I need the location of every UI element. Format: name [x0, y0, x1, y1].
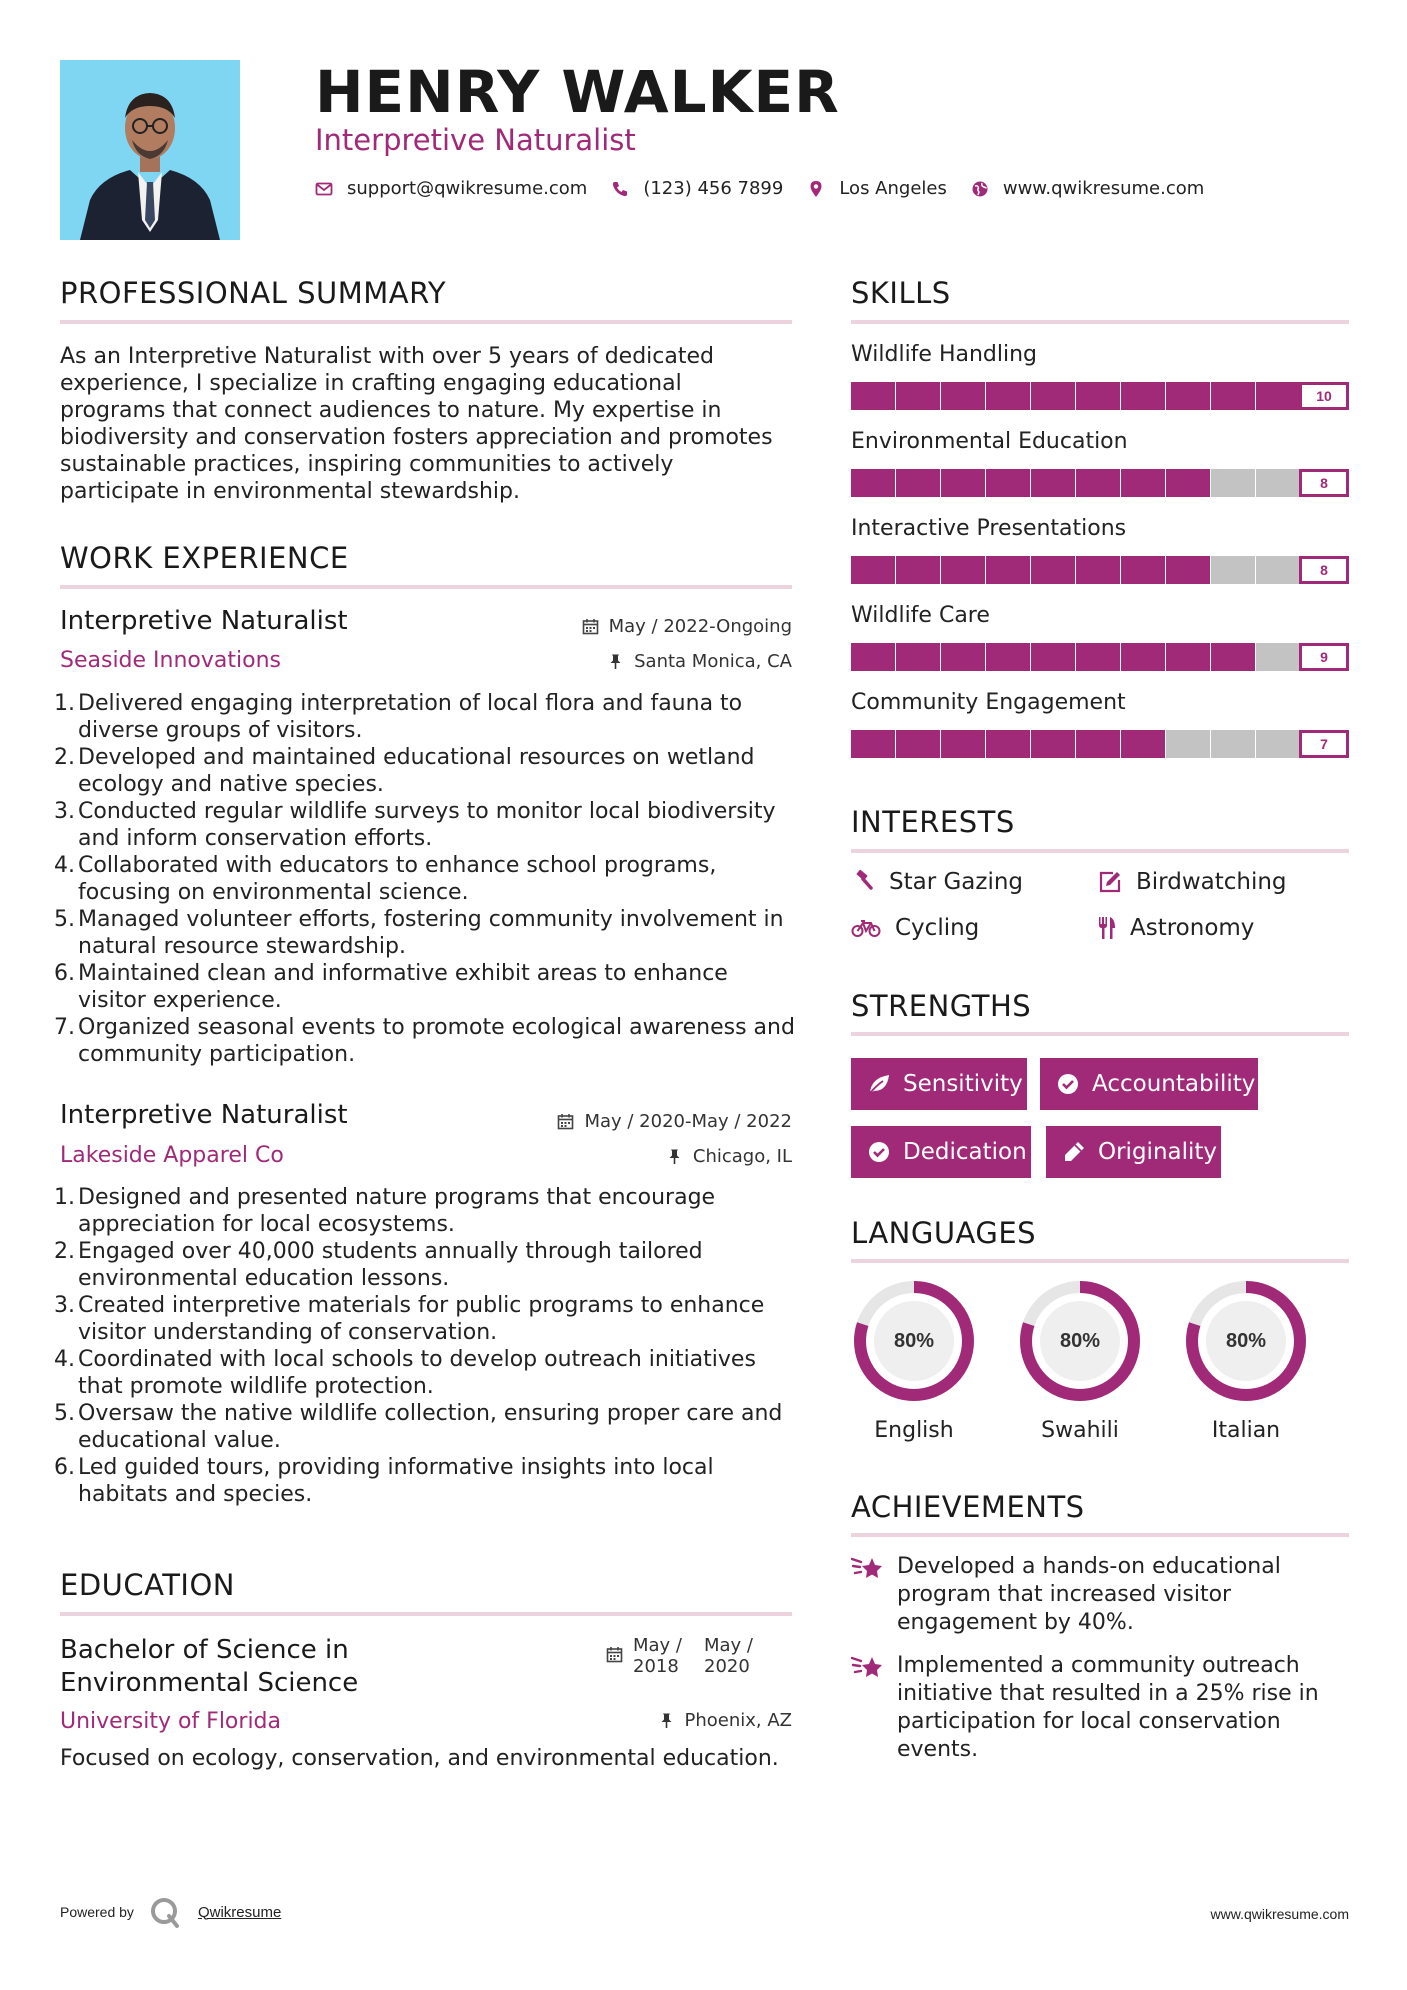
summary-divider: [60, 320, 792, 324]
skill-segment-filled: [896, 730, 940, 758]
skill-segment-empty: [1256, 643, 1300, 671]
bicycle-icon: [851, 916, 881, 940]
edit-icon: [1098, 870, 1122, 894]
skill-segment-filled: [1076, 730, 1120, 758]
job-2-dates-text: May / 2020-May / 2022: [584, 1111, 792, 1132]
skill-segment-filled: [851, 556, 895, 584]
skills-divider: [851, 320, 1349, 324]
education-end: May / 2020: [704, 1635, 753, 1677]
skills-heading: SKILLS: [851, 276, 951, 310]
skill-segment-empty: [1211, 556, 1255, 584]
skill-segment-filled: [896, 556, 940, 584]
languages-heading: LANGUAGES: [851, 1216, 1037, 1250]
skill-segment-filled: [941, 556, 985, 584]
list-item: 6. Led guided tours, providing informative insights into local habitats and species.: [54, 1455, 714, 1507]
job-2-location: [666, 1146, 792, 1167]
interest-item: Star Gazing: [851, 869, 1023, 895]
summary-text: As an Interpretive Naturalist with over 5 years of dedicated experience, I specialize in crafting engaging educational programs that connect audiences to nature. My expertise in biodiversity and conservation fosters appreciation and promotes sustainable practices, inspiring communities to actively participate in environmental stewardship.: [60, 344, 773, 504]
gavel-icon: [851, 870, 875, 894]
skill-segment-filled: [1121, 556, 1165, 584]
education-dates: [606, 1635, 753, 1677]
skill-segment-filled: [1031, 469, 1075, 497]
skill-segment-filled: [941, 469, 985, 497]
footer-powered-by: [60, 1895, 281, 1929]
education-divider: [60, 1612, 792, 1616]
skill-segment-filled: [896, 382, 940, 410]
skill-segment-filled: [1256, 382, 1300, 410]
candidate-title: Interpretive Naturalist: [315, 123, 636, 157]
skill-segment-filled: [1031, 556, 1075, 584]
skill-segment-filled: [1166, 382, 1210, 410]
skill-name: Wildlife Care: [851, 603, 990, 628]
skill-segment-filled: [1211, 382, 1255, 410]
skill-segment-filled: [1121, 730, 1165, 758]
language-item: [1017, 1278, 1143, 1443]
interest-item: Astronomy: [1098, 915, 1254, 941]
list-item: 7. Organized seasonal events to promote ecological awareness and community participation.: [54, 1015, 795, 1067]
website-text: www.qwikresume.com: [1002, 178, 1205, 199]
strengths-divider: [851, 1032, 1349, 1036]
language-percent: 80%: [893, 1329, 935, 1352]
list-item: 2. Engaged over 40,000 students annually through tailored environmental education lessons.: [54, 1239, 703, 1291]
degree-line-2: Environmental Science: [60, 1668, 359, 1698]
footer-site-link[interactable]: www.qwikresume.com: [1210, 1906, 1349, 1922]
skill-segment-filled: [851, 382, 895, 410]
skill-segment-empty: [1256, 556, 1300, 584]
job-2-location-text: Chicago, IL: [692, 1146, 792, 1167]
strength-badge: Sensitivity: [851, 1058, 1027, 1110]
check-circle-icon: [1056, 1072, 1080, 1096]
skill-progress-bar: [851, 730, 1349, 758]
location-text: Los Angeles: [839, 178, 947, 199]
skill-segment-filled: [1076, 556, 1120, 584]
education-heading: EDUCATION: [60, 1568, 236, 1602]
skill-progress-bar: [851, 556, 1349, 584]
skill-segment-empty: [1211, 469, 1255, 497]
skill-progress-bar: [851, 643, 1349, 671]
skill-segment-filled: [1166, 556, 1210, 584]
skill-segment-filled: [986, 643, 1030, 671]
calendar-icon: [557, 1113, 574, 1130]
degree-title: [60, 1634, 358, 1700]
contact-bar: [315, 178, 1228, 199]
skill-segment-filled: [851, 730, 895, 758]
achievement-item: Developed a hands-on educational program that increased visitor engagement by 40%.: [851, 1553, 1349, 1637]
skill-segment-filled: [941, 643, 985, 671]
skill-segment-filled: [1121, 382, 1165, 410]
skill-level-badge: 7: [1299, 730, 1349, 758]
job-1-title: Interpretive Naturalist: [60, 606, 348, 636]
envelope-icon: [315, 180, 333, 198]
job-1-duties: [54, 690, 800, 1068]
pushpin-icon: [658, 1712, 675, 1729]
skill-segment-filled: [941, 382, 985, 410]
experience-heading: WORK EXPERIENCE: [60, 541, 349, 575]
skill-segment-filled: [1031, 643, 1075, 671]
contact-phone[interactable]: [611, 178, 783, 199]
list-item: 4. Collaborated with educators to enhance school programs, focusing on environmental science.: [54, 853, 717, 905]
interest-item: Cycling: [851, 915, 979, 941]
list-item: 5. Managed volunteer efforts, fostering community involvement in natural resource stewardship.: [54, 907, 784, 959]
skill-segment-filled: [1076, 643, 1120, 671]
language-name: Italian: [1211, 1418, 1281, 1443]
skill-segment-filled: [1166, 469, 1210, 497]
skill-level-badge: 8: [1299, 469, 1349, 497]
phone-text: (123) 456 7899: [643, 178, 784, 199]
job-1-company: Seaside Innovations: [60, 648, 281, 673]
interest-item: Birdwatching: [1098, 869, 1287, 895]
skill-segment-empty: [1166, 730, 1210, 758]
calendar-icon: [582, 618, 599, 635]
education-description: Focused on ecology, conservation, and environmental education.: [60, 1746, 779, 1771]
job-1-location: [607, 651, 792, 672]
leaf-icon: [867, 1072, 891, 1096]
strength-badge: Dedication: [851, 1126, 1031, 1178]
skill-segment-empty: [1256, 730, 1300, 758]
language-item: [851, 1278, 977, 1443]
language-name: Swahili: [1041, 1418, 1119, 1443]
skill-name: Environmental Education: [851, 429, 1128, 454]
list-item: 2. Developed and maintained educational resources on wetland ecology and native species.: [54, 745, 755, 797]
job-2-dates: [557, 1111, 792, 1132]
skill-segment-filled: [1121, 469, 1165, 497]
skill-segment-filled: [1076, 469, 1120, 497]
skill-segment-filled: [941, 730, 985, 758]
skill-segment-filled: [851, 469, 895, 497]
achievements-divider: [851, 1533, 1349, 1537]
list-item: 3. Created interpretive materials for public programs to enhance visitor understanding of conservation.: [54, 1293, 765, 1345]
person-avatar-icon: [60, 60, 240, 240]
check-circle-icon: [867, 1140, 891, 1164]
skill-segment-filled: [1031, 730, 1075, 758]
skill-segment-empty: [1256, 469, 1300, 497]
phone-icon: [611, 180, 629, 198]
globe-icon: [971, 180, 989, 198]
skill-name: Interactive Presentations: [851, 516, 1127, 541]
language-name: English: [874, 1418, 954, 1443]
language-percent: 80%: [1225, 1329, 1267, 1352]
education-location: [658, 1710, 793, 1731]
email-text: support@qwikresume.com: [347, 178, 588, 199]
languages-divider: [851, 1259, 1349, 1263]
skill-progress-bar: [851, 469, 1349, 497]
skill-segment-filled: [1166, 643, 1210, 671]
contact-website[interactable]: [971, 178, 1204, 199]
job-1-dates: [582, 616, 792, 637]
calendar-icon: [606, 1646, 623, 1663]
list-item: 1. Delivered engaging interpretation of local flora and fauna to diverse groups of visitors.: [54, 691, 743, 743]
utensils-icon: [1098, 916, 1116, 940]
skill-level-badge: 10: [1299, 382, 1349, 410]
skill-segment-filled: [986, 730, 1030, 758]
language-percent: 80%: [1059, 1329, 1101, 1352]
summary-heading: PROFESSIONAL SUMMARY: [60, 276, 447, 310]
contact-location: [807, 178, 947, 199]
degree-line-1: Bachelor of Science in: [60, 1635, 349, 1665]
education-start: May / 2018: [633, 1635, 682, 1677]
qwikresume-logo-icon: [148, 1895, 182, 1929]
powered-by-text: Powered by: [60, 1904, 134, 1920]
list-item: 4. Coordinated with local schools to develop outreach initiatives that promote wildlife protection.: [54, 1347, 756, 1399]
qwikresume-link[interactable]: Qwikresume: [197, 1903, 282, 1921]
skill-segment-filled: [986, 469, 1030, 497]
map-pin-icon: [807, 180, 825, 198]
experience-divider: [60, 585, 792, 589]
job-2-company: Lakeside Apparel Co: [60, 1143, 284, 1168]
skill-segment-filled: [851, 643, 895, 671]
skill-segment-filled: [986, 382, 1030, 410]
interests-divider: [851, 849, 1349, 853]
strength-badge: Accountability: [1040, 1058, 1258, 1110]
achievements-heading: ACHIEVEMENTS: [851, 1490, 1085, 1524]
shooting-star-icon: [851, 1652, 885, 1682]
skill-segment-filled: [1076, 382, 1120, 410]
contact-email[interactable]: [315, 178, 587, 199]
strength-badge: Originality: [1046, 1126, 1221, 1178]
skill-segment-filled: [896, 469, 940, 497]
skill-segment-filled: [1121, 643, 1165, 671]
skill-progress-bar: [851, 382, 1349, 410]
education-location-text: Phoenix, AZ: [684, 1710, 792, 1731]
achievement-item: Implemented a community outreach initiative that resulted in a 25% rise in participation for local conservation events.: [851, 1652, 1349, 1764]
list-item: 5. Oversaw the native wildlife collection, ensuring proper care and educational value.: [54, 1401, 783, 1453]
skill-segment-filled: [986, 556, 1030, 584]
skill-name: Community Engagement: [851, 690, 1126, 715]
skill-level-badge: 8: [1299, 556, 1349, 584]
profile-photo: [60, 60, 240, 240]
pushpin-icon: [666, 1148, 683, 1165]
interests-heading: INTERESTS: [851, 805, 1015, 839]
list-item: 3. Conducted regular wildlife surveys to monitor local biodiversity and inform conservation efforts.: [54, 799, 776, 851]
skill-segment-filled: [896, 643, 940, 671]
list-item: 6. Maintained clean and informative exhibit areas to enhance visitor experience.: [54, 961, 728, 1013]
job-1-dates-text: May / 2022-Ongoing: [608, 616, 792, 637]
job-2-title: Interpretive Naturalist: [60, 1100, 348, 1130]
strengths-heading: STRENGTHS: [851, 989, 1032, 1023]
skill-segment-filled: [1211, 643, 1255, 671]
list-item: 1. Designed and presented nature programs that encourage appreciation for local ecosystems.: [54, 1185, 716, 1237]
job-1-location-text: Santa Monica, CA: [634, 651, 792, 672]
candidate-name: HENRY WALKER: [315, 58, 840, 126]
skill-segment-empty: [1211, 730, 1255, 758]
pencil-icon: [1062, 1140, 1086, 1164]
school-name: University of Florida: [60, 1709, 281, 1734]
skill-level-badge: 9: [1299, 643, 1349, 671]
skill-segment-filled: [1031, 382, 1075, 410]
shooting-star-icon: [851, 1553, 885, 1583]
pushpin-icon: [607, 653, 624, 670]
job-2-duties: [54, 1184, 800, 1508]
skill-name: Wildlife Handling: [851, 342, 1038, 367]
language-item: [1183, 1278, 1309, 1443]
